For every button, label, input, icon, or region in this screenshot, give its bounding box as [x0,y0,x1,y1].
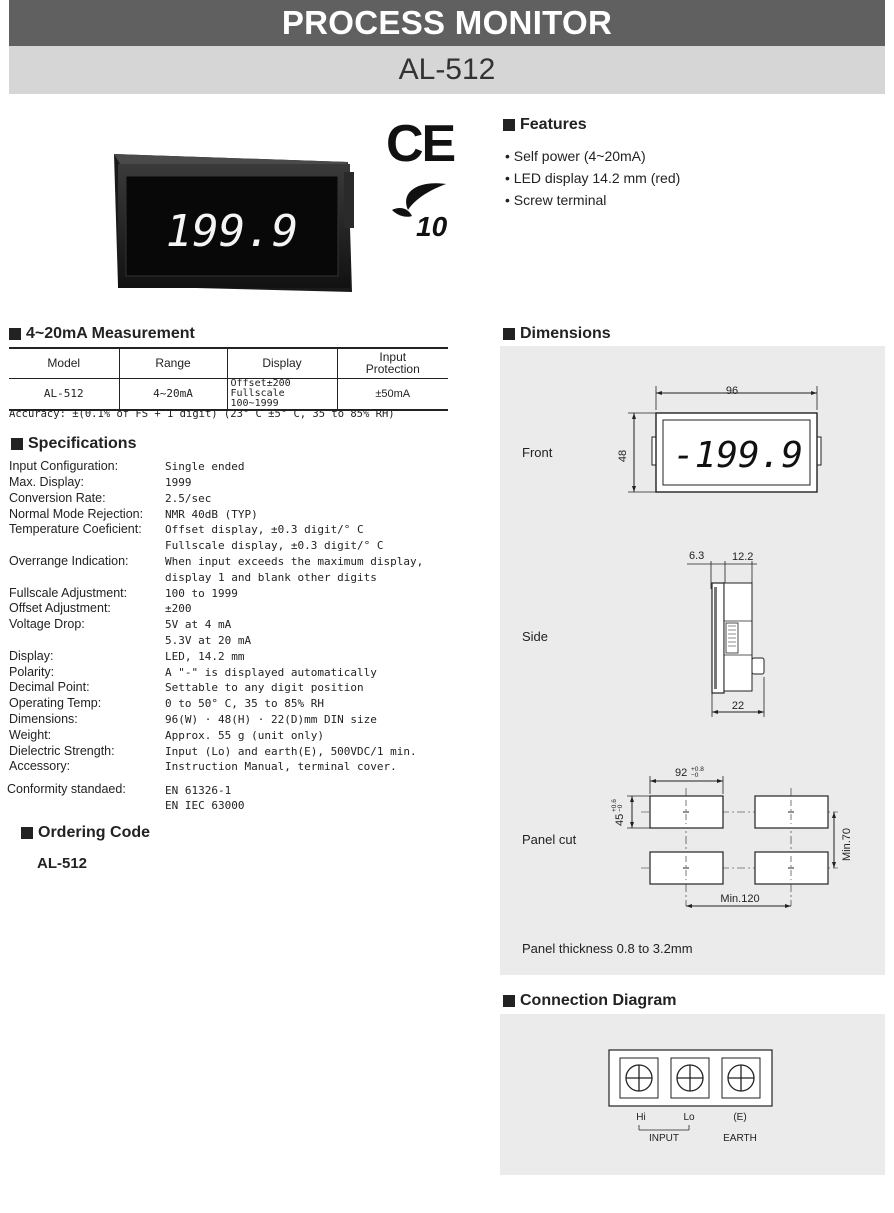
spec-value: 5V at 4 mA [165,618,232,631]
spec-value: A "-" is displayed automatically [165,666,377,679]
col-display: Display [227,348,337,378]
spec-label: Polarity: [9,665,55,679]
min-vertical-dim: Min.70 [841,827,853,861]
side-dim-front: 6.3 [689,550,705,562]
connection-heading: Connection Diagram [503,992,676,1010]
spec-label: Dimensions: [9,712,78,726]
product-display-reading: 199.9 [165,206,299,257]
spec-value: Settable to any digit position [165,681,364,694]
spec-label: Fullscale Adjustment: [9,586,128,600]
cut-height-dim: 45 [614,813,626,826]
spec-label: Dielectric Strength: [9,744,115,758]
terminal-label-lo: Lo [683,1112,695,1123]
side-view-label: Side [522,629,549,644]
measurement-heading: 4~20mA Measurement [9,325,195,343]
accuracy-note: Accuracy: ±(0.1% of FS + 1 digit) (23° C ±5° C, 35 to 85% RH) [9,408,395,420]
product-photo [108,142,358,304]
model-title: AL-512 [9,46,885,94]
spec-label: Weight: [9,728,52,742]
spec-value: When input exceeds the maximum display, [165,555,424,568]
side-dim-panel: 12.2 [732,551,754,563]
terminal-lo-screw-icon [677,1065,703,1091]
panel-cut-label: Panel cut [522,832,577,847]
cell-display: Offset±200 Fullscale 100~1999 [227,378,337,410]
side-depth-dim: 22 [731,700,745,712]
spec-label: Voltage Drop: [9,617,85,631]
features-heading: Features [503,116,587,134]
spec-value: 96(W) · 48(H) · 22(D)mm DIN size [165,713,377,726]
spec-label: Conversion Rate: [9,491,106,505]
spec-label: Overrange Indication: [9,554,129,568]
spec-label: Normal Mode Rejection: [9,507,144,521]
spec-label: Accessory: [9,759,71,773]
spec-label: Max. Display: [9,475,85,489]
spec-label: Decimal Point: [9,680,90,694]
heading-bullet-icon [503,119,515,131]
spec-value: display 1 and blank other digits [165,571,377,584]
front-display-reading: -199.9 [672,435,804,476]
connection-drawing [600,1040,790,1152]
terminal-earth-screw-icon [728,1065,754,1091]
front-view-label: Front [522,445,553,460]
spec-value: Input (Lo) and earth(E), 500VDC/1 min. [165,745,417,758]
front-view-drawing [614,380,828,496]
cut-width-tol-minus: −0 [691,772,699,779]
features-list [505,145,680,211]
panel-thickness-note: Panel thickness 0.8 to 3.2mm [522,941,693,956]
col-protection: Input Protection [337,348,448,378]
spec-label: Operating Temp: [9,696,102,710]
spec-value: 5.3V at 20 mA [165,634,252,647]
terminal-label-earth: (E) [733,1112,747,1123]
front-height-dim: 48 [617,449,629,463]
feature-item: • Self power (4~20mA) [505,148,646,164]
spec-value: 100 to 1999 [165,587,238,600]
spec-label: Input Configuration: [9,459,119,473]
front-width-dim: 96 [725,385,739,397]
heading-bullet-icon [9,328,21,340]
heading-bullet-icon [21,827,33,839]
spec-value: LED, 14.2 mm [165,650,245,663]
ce-mark: CE [386,115,455,173]
cell-protection: ±50mA [337,378,448,410]
spec-label: Offset Adjustment: [9,601,111,615]
cut-width-dim: 92 [675,767,688,779]
spec-value: 1999 [165,476,192,489]
cell-range: 4~20mA [119,378,227,410]
cell-model: AL-512 [9,378,119,410]
measurement-table [9,347,448,411]
doc-title: PROCESS MONITOR [9,0,885,46]
spec-label: Temperature Coeficient: [9,522,142,536]
col-model: Model [9,348,119,378]
spec-value: 0 to 50° C, 35 to 85% RH [165,697,324,710]
heading-bullet-icon [503,328,515,340]
side-view-drawing [680,545,780,720]
cut-height-tol-plus: +0.6 [611,799,618,812]
spec-value: Approx. 55 g (unit only) [165,729,324,742]
col-range: Range [119,348,227,378]
cut-height-tol-minus: −0 [617,804,624,812]
spec-value: Offset display, ±0.3 digit/° C [165,523,364,536]
spec-value: Instruction Manual, terminal cover. [165,760,397,773]
specifications-heading: Specifications [11,435,136,453]
spec-value: Fullscale display, ±0.3 digit/° C [165,539,384,552]
spec-value: EN 61326-1 [165,784,232,797]
eco-10-icon [388,180,460,240]
spec-value: EN IEC 63000 [165,799,245,812]
spec-label: Display: [9,649,54,663]
spec-value: 2.5/sec [165,492,212,505]
cut-width-tol-plus: +0.8 [691,766,704,773]
eco-10-number: 10 [416,211,448,240]
ordering-heading: Ordering Code [21,824,150,842]
heading-bullet-icon [11,438,23,450]
heading-bullet-icon [503,995,515,1007]
spec-value: Single ended [165,460,245,473]
feature-item: • Screw terminal [505,192,607,208]
terminal-label-hi: Hi [636,1112,646,1123]
feature-item: • LED display 14.2 mm (red) [505,170,681,186]
spec-value: ±200 [165,602,192,615]
earth-label: EARTH [723,1133,757,1144]
dimensions-heading: Dimensions [503,325,611,343]
spec-value: NMR 40dB (TYP) [165,508,258,521]
input-label: INPUT [649,1133,679,1144]
ordering-code: AL-512 [37,855,88,872]
terminal-hi-screw-icon [626,1065,652,1091]
spec-label: Conformity standaed: [7,782,126,796]
panel-cut-drawing [605,760,860,910]
min-horizontal-dim: Min.120 [720,893,760,905]
